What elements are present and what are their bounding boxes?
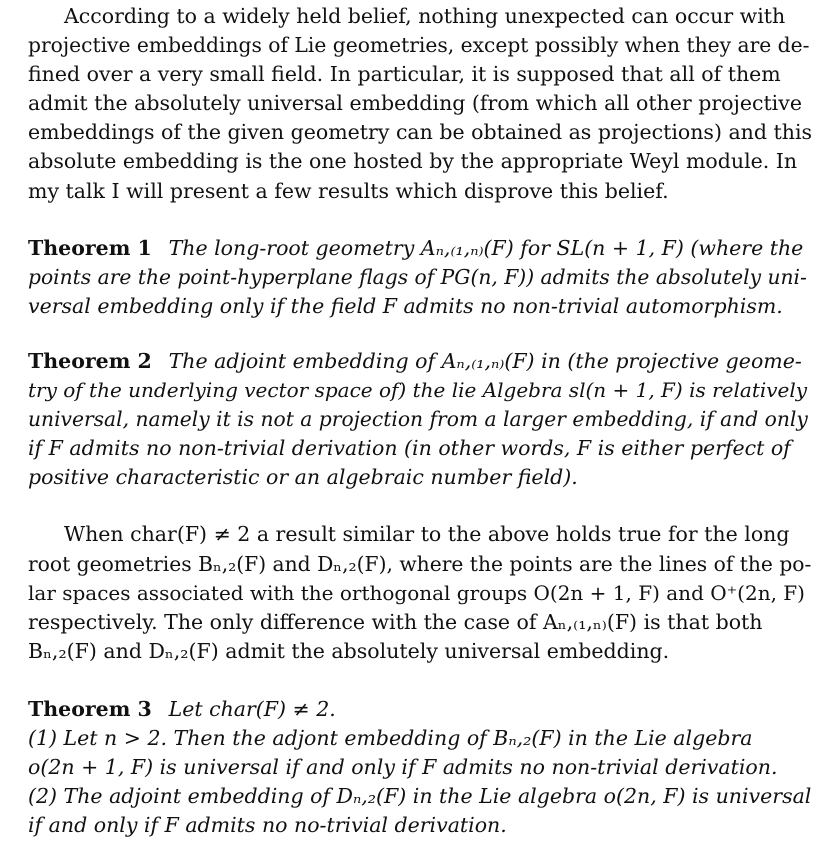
theorem-3-line: Let char(F) ≠ 2. <box>168 696 336 721</box>
theorem-1 <box>28 234 812 321</box>
intro-line: According to a widely held belief, nothing unexpected can occur with <box>64 4 786 28</box>
intro-line: projective embeddings of Lie geometries, except possibly when they are de- <box>28 33 810 58</box>
theorem-2-line: positive characteristic or an algebraic number field). <box>28 465 578 490</box>
theorem-1-line: The long-root geometry Aₙ,₍₁,ₙ₎(F) for SL(n + 1, F) (where the <box>168 235 804 260</box>
middle-line: respectively. The only difference with the case of Aₙ,₍₁,ₙ₎(F) is that both <box>28 609 763 634</box>
intro-line: embeddings of the given geometry can be obtained as projections) and this <box>28 120 813 145</box>
theorem-1-line: points are the point-hyperplane flags of PG(n, F)) admits the absolutely uni- <box>28 264 807 289</box>
middle-paragraph <box>28 520 812 665</box>
theorem-2-line: try of the underlying vector space of) the lie Algebra sl(n + 1, F) is relatively <box>28 378 808 403</box>
intro-line: my talk I will present a few results which disprove this belief. <box>28 178 669 203</box>
theorem-1-line: versal embedding only if the field F admits no non-trivial automorphism. <box>28 293 783 318</box>
intro-line: fined over a very small field. In particular, it is supposed that all of them <box>28 62 781 87</box>
theorem-2-line: if F admits no non-trivial derivation (in other words, F is either perfect of <box>28 436 791 461</box>
theorem-2-line: The adjoint embedding of Aₙ,₍₁,ₙ₎(F) in (the projective geome- <box>168 348 802 373</box>
middle-line: lar spaces associated with the orthogonal groups O(2n + 1, F) and O⁺(2n, F) <box>28 580 805 605</box>
theorem-3-line: (2) The adjoint embedding of Dₙ,₂(F) in the Lie algebra o(2n, F) is universal <box>28 784 812 809</box>
document-page <box>28 2 812 840</box>
theorem-3-line: if and only if F admits no no-trivial derivation. <box>28 813 507 838</box>
middle-line: When char(F) ≠ 2 a result similar to the above holds true for the long <box>64 522 790 547</box>
theorem-3-line: (1) Let n > 2. Then the adjont embedding of Bₙ,₂(F) in the Lie algebra <box>28 725 753 750</box>
intro-paragraph <box>28 2 812 206</box>
theorem-1-heading: Theorem 1 <box>28 235 163 260</box>
theorem-3-line: o(2n + 1, F) is universal if and only if F admits no non-trivial derivation. <box>28 755 778 780</box>
middle-line: root geometries Bₙ,₂(F) and Dₙ,₂(F), where the points are the lines of the po- <box>28 551 812 576</box>
theorem-3-heading: Theorem 3 <box>28 696 163 721</box>
theorem-2 <box>28 347 812 492</box>
theorem-2-heading: Theorem 2 <box>28 348 163 373</box>
theorem-3 <box>28 695 812 840</box>
intro-line: admit the absolutely universal embedding (from which all other projective <box>28 91 802 116</box>
theorem-2-line: universal, namely it is not a projection from a larger embedding, if and only <box>28 407 808 432</box>
intro-line: absolute embedding is the one hosted by the appropriate Weyl module. In <box>28 149 798 174</box>
middle-line: Bₙ,₂(F) and Dₙ,₂(F) admit the absolutely universal embedding. <box>28 638 670 663</box>
